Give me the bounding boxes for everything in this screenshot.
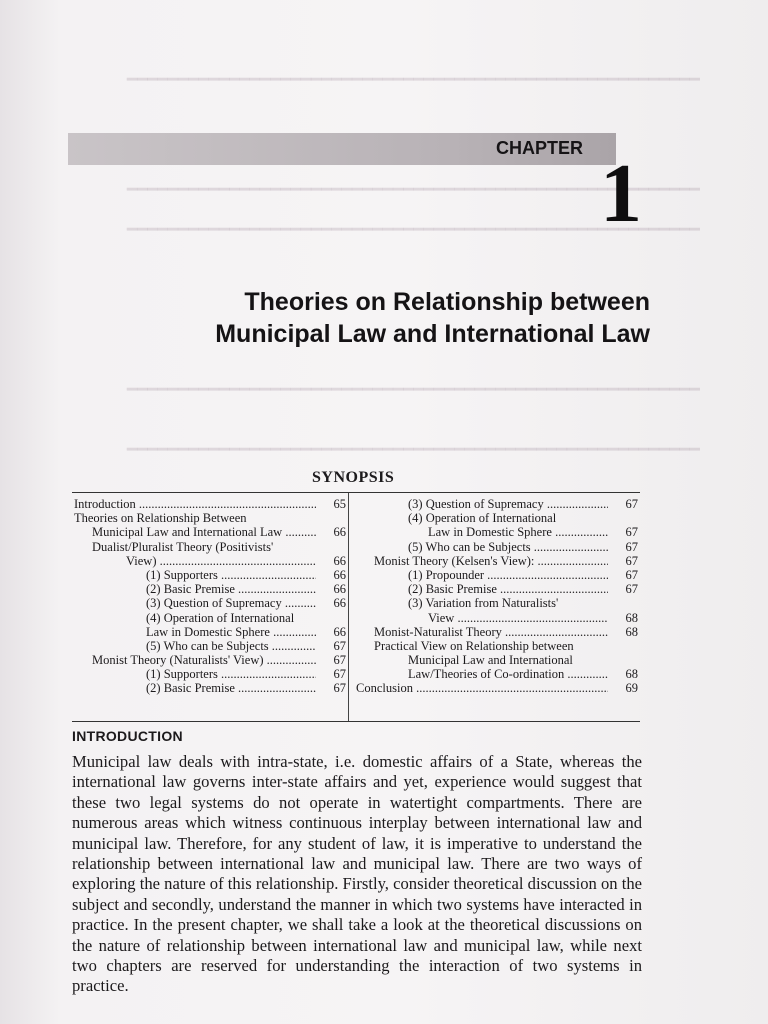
synopsis-entry-label: (2) Basic Premise ..... xyxy=(408,582,608,596)
synopsis-entry-page: 66 xyxy=(333,624,346,639)
synopsis-entry-label: (1) Supporters ..... xyxy=(146,667,316,681)
synopsis-entry xyxy=(74,525,346,539)
synopsis-entry-page: 68 xyxy=(625,624,638,639)
synopsis-entry-label: View ..... xyxy=(428,611,608,625)
synopsis-entry-label: Conclusion ..... xyxy=(356,681,608,695)
synopsis-entry xyxy=(356,540,638,554)
synopsis-entry xyxy=(74,639,346,653)
synopsis-entry xyxy=(74,681,346,695)
show-through-text: ━━━━━━━━━━━━━━━━━━━━━━━━━━━━━━━━━━━━━━━━━━━━━━━━━━━━━━━━ xyxy=(126,70,700,89)
synopsis-entry-page: 66 xyxy=(333,596,346,611)
synopsis-entry xyxy=(74,653,346,667)
synopsis-entry-page: 66 xyxy=(333,525,346,540)
synopsis-entry xyxy=(74,611,346,625)
synopsis-entry-label: Monist-Naturalist Theory ..... xyxy=(374,625,608,639)
synopsis-entry-page: 68 xyxy=(625,667,638,682)
synopsis-right-column xyxy=(356,497,638,696)
synopsis-entry-page: 67 xyxy=(625,497,638,511)
synopsis-entry xyxy=(356,554,638,568)
synopsis-heading: SYNOPSIS xyxy=(312,469,395,486)
synopsis-entry-label: Practical View on Relationship between xyxy=(374,638,574,653)
show-through-text: ━━━━━━━━━━━━━━━━━━━━━━━━━━━━━━━━━━━━━━━━━━━━━━━━━━━━━━━━ xyxy=(126,180,700,199)
synopsis-entry xyxy=(74,497,346,511)
synopsis-entry-label: Theories on Relationship Between xyxy=(74,511,247,526)
column-divider xyxy=(348,493,349,721)
synopsis-entry-page: 67 xyxy=(625,539,638,554)
synopsis-entry-label: Dualist/Pluralist Theory (Positivists' xyxy=(92,539,274,554)
synopsis-entry-page: 67 xyxy=(625,582,638,597)
synopsis-entry-label: (3) Question of Supremacy ..... xyxy=(408,497,608,511)
synopsis-entry-label: (4) Operation of International xyxy=(146,610,295,625)
synopsis-entry xyxy=(356,667,638,681)
synopsis-entry-label: (3) Question of Supremacy ..... xyxy=(146,596,316,610)
synopsis-entry xyxy=(74,596,346,610)
synopsis-entry-page: 68 xyxy=(625,610,638,625)
synopsis-entry-label: (3) Variation from Naturalists' xyxy=(408,596,559,611)
synopsis-entry-page: 67 xyxy=(625,567,638,582)
synopsis-entry-page: 67 xyxy=(333,667,346,682)
synopsis-entry-label: (5) Who can be Subjects ..... xyxy=(146,639,316,653)
synopsis-entry-page: 69 xyxy=(625,681,638,696)
synopsis-entry xyxy=(356,653,638,667)
introduction-paragraph: Municipal law deals with intra-state, i.e. domestic affairs of a State, whereas the international law governs inter-state affairs and yet, experience would suggest that these two legal systems do not operate in watertight compartments. There are numerous areas which witness continuous interplay between international law and municipal law. Therefore, for any student of law, it is imperative to understand the relationship between international law and municipal law. There are two ways of exploring the nature of this relationship. Firstly, consider theoretical discussion on the subject and secondly, understand the manner in which two systems have interacted in practice. In the present chapter, we shall take a look at the theoretical discussions on the nature of relationship between international law and municipal law, while next two chapters are reserved for understanding the interaction of two systems in practice. xyxy=(72,752,642,996)
synopsis-entry-label: Monist Theory (Naturalists' View) ..... xyxy=(92,653,316,667)
synopsis-entry xyxy=(356,568,638,582)
synopsis-entry xyxy=(74,554,346,568)
synopsis-entry-label: (2) Basic Premise ..... xyxy=(146,582,316,596)
synopsis-entry xyxy=(356,625,638,639)
synopsis-table xyxy=(72,492,640,722)
synopsis-entry-label: Introduction ..... xyxy=(74,497,316,511)
synopsis-entry-label: View) ..... xyxy=(126,554,316,568)
synopsis-entry-label: (1) Propounder ..... xyxy=(408,568,608,582)
chapter-title-line: Municipal Law and International Law xyxy=(215,320,650,348)
synopsis-left-column xyxy=(74,497,346,696)
synopsis-entry xyxy=(356,525,638,539)
synopsis-entry-page: 67 xyxy=(333,638,346,653)
synopsis-entry xyxy=(74,582,346,596)
synopsis-entry-label: Law in Domestic Sphere ..... xyxy=(428,525,608,539)
synopsis-entry xyxy=(356,611,638,625)
synopsis-entry xyxy=(74,568,346,582)
synopsis-entry-page: 65 xyxy=(333,497,346,511)
chapter-title xyxy=(130,286,650,350)
synopsis-entry xyxy=(356,582,638,596)
synopsis-entry xyxy=(74,540,346,554)
show-through-text: ━━━━━━━━━━━━━━━━━━━━━━━━━━━━━━━━━━━━━━━━━━━━━━━━━━━━━━━━ xyxy=(126,380,700,399)
synopsis-entry-page: 66 xyxy=(333,582,346,597)
synopsis-entry xyxy=(356,639,638,653)
synopsis-entry-label: (5) Who can be Subjects ..... xyxy=(408,540,608,554)
synopsis-entry-label: Law in Domestic Sphere ..... xyxy=(146,625,316,639)
synopsis-entry xyxy=(74,625,346,639)
synopsis-entry-label: (4) Operation of International xyxy=(408,511,557,526)
synopsis-entry-page: 67 xyxy=(333,653,346,668)
synopsis-entry-label: (2) Basic Premise ..... xyxy=(146,681,316,695)
synopsis-entry xyxy=(356,681,638,695)
synopsis-entry xyxy=(356,497,638,511)
chapter-label: CHAPTER xyxy=(496,138,584,158)
synopsis-entry-label: (1) Supporters ..... xyxy=(146,568,316,582)
synopsis-entry xyxy=(356,511,638,525)
chapter-title-line: Theories on Relationship between xyxy=(244,288,650,316)
synopsis-entry-label: Municipal Law and International Law ..... xyxy=(92,525,316,539)
section-heading: INTRODUCTION xyxy=(72,728,183,744)
show-through-text: ━━━━━━━━━━━━━━━━━━━━━━━━━━━━━━━━━━━━━━━━━━━━━━━━━━━━━━━━ xyxy=(126,440,700,459)
synopsis-entry-page: 66 xyxy=(333,553,346,568)
synopsis-entry xyxy=(74,667,346,681)
synopsis-entry-page: 67 xyxy=(625,553,638,568)
show-through-text: ━━━━━━━━━━━━━━━━━━━━━━━━━━━━━━━━━━━━━━━━━━━━━━━━━━━━━━━━ xyxy=(126,220,700,239)
synopsis-entry-label: Law/Theories of Co-ordination ..... xyxy=(408,667,608,681)
synopsis-entry-label: Municipal Law and International xyxy=(408,653,573,668)
synopsis-entry-page: 66 xyxy=(333,567,346,582)
synopsis-entry-label: Monist Theory (Kelsen's View): ..... xyxy=(374,554,608,568)
chapter-number: 1 xyxy=(600,147,642,240)
synopsis-entry-page: 67 xyxy=(333,681,346,696)
synopsis-entry xyxy=(356,596,638,610)
synopsis-entry xyxy=(74,511,346,525)
synopsis-entry-page: 67 xyxy=(625,525,638,540)
